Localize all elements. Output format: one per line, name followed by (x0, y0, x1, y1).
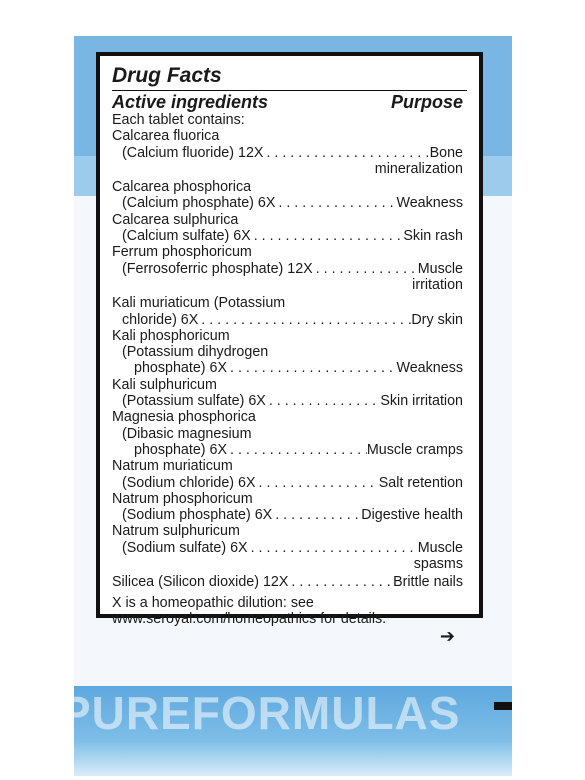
active-ingredients-heading: Active ingredients (112, 92, 269, 112)
ingredient-purpose: Salt retention (378, 474, 463, 491)
ingredient-magnesia-phosphorica (112, 409, 467, 458)
ingredient-calcarea-sulphurica (112, 212, 467, 245)
ingredient-name: Magnesia phosphorica (112, 409, 256, 426)
ingredient-name: Natrum muriaticum (112, 458, 233, 475)
ingredient-name: Kali phosphoricum (112, 327, 230, 344)
ingredient-detail: (Calcium sulfate) 6X (122, 228, 251, 245)
ingredient-detail-cont: phosphate) 6X (134, 441, 227, 458)
section-header (112, 92, 467, 112)
dilution-footnote (112, 595, 467, 628)
ingredient-name: Natrum phosphoricum (112, 490, 253, 507)
watermark-logo: PUREFORMULAS (60, 687, 461, 739)
ingredient-name: Kali muriaticum (Potassium (112, 295, 286, 312)
purpose-heading: Purpose (390, 92, 463, 112)
ingredient-purpose: Muscle (417, 260, 463, 277)
ingredient-detail-cont: phosphate) 6X (134, 360, 227, 377)
ingredient-detail: (Potassium dihydrogen (122, 344, 269, 361)
ingredient-purpose: Weakness (396, 195, 463, 212)
ingredient-detail: (Dibasic magnesium (122, 425, 252, 442)
ingredient-detail: (Calcium phosphate) 6X (122, 195, 276, 212)
ingredient-detail: (Sodium chloride) 6X (122, 474, 256, 491)
ingredient-purpose: Bone (429, 144, 463, 161)
ingredient-purpose: Digestive health (361, 507, 463, 524)
ingredient-name: Calcarea fluorica (112, 128, 220, 145)
ingredient-detail: (Potassium sulfate) 6X (122, 393, 266, 410)
ingredient-purpose: Muscle (417, 539, 463, 556)
box-edge-mark (494, 702, 512, 710)
ingredient-calcarea-fluorica (112, 128, 467, 177)
ingredient-name: Ferrum phosphoricum (112, 244, 252, 261)
drug-facts-title: Drug Facts (112, 64, 467, 91)
ingredient-detail: (Calcium fluoride) 12X (122, 144, 264, 161)
ingredient-calcarea-phosphorica (112, 179, 467, 212)
ingredient-purpose: Muscle cramps (366, 441, 463, 458)
ingredient-kali-phosphoricum (112, 328, 467, 377)
ingredient-purpose-cont: irritation (412, 276, 463, 293)
ingredient-name: Calcarea sulphurica (112, 211, 239, 228)
ingredient-silicea (112, 574, 467, 590)
ingredient-ferrum-phosphoricum (112, 244, 467, 293)
ingredient-natrum-sulphuricum (112, 523, 467, 572)
ingredient-detail: Silicea (Silicon dioxide) 12X (112, 574, 289, 591)
ingredient-purpose: Skin rash (403, 228, 463, 245)
ingredient-natrum-phosphoricum (112, 491, 467, 524)
ingredient-detail: (Sodium sulfate) 6X (122, 539, 248, 556)
ingredient-natrum-muriaticum (112, 458, 467, 491)
ingredient-detail: (Ferrosoferric phosphate) 12X (122, 260, 313, 277)
ingredient-name: Calcarea phosphorica (112, 179, 252, 196)
ingredient-purpose: Weakness (396, 360, 463, 377)
ingredient-purpose: Dry skin (411, 311, 463, 328)
ingredient-detail: chloride) 6X (122, 311, 199, 328)
ingredient-kali-sulphuricum (112, 377, 467, 410)
ingredient-detail: (Sodium phosphate) 6X (122, 507, 273, 524)
ingredient-purpose-cont: spasms (413, 556, 463, 573)
ingredient-name: Natrum sulphuricum (112, 523, 240, 540)
ingredient-purpose: Skin irritation (380, 393, 463, 410)
ingredient-kali-muriaticum (112, 295, 467, 328)
intro-text: Each tablet contains: (112, 112, 245, 128)
drug-facts-panel (96, 52, 483, 647)
ingredient-purpose: Brittle nails (393, 574, 463, 591)
arrow-right-icon: ➔ (439, 626, 455, 647)
ingredient-name: Kali sulphuricum (112, 376, 217, 393)
footnote-line-2: www.seroyal.com/homeopathics for details. (112, 610, 387, 627)
footnote-line-1: X is a homeopathic dilution: see (112, 594, 314, 611)
ingredient-purpose-cont: mineralization (374, 160, 463, 177)
